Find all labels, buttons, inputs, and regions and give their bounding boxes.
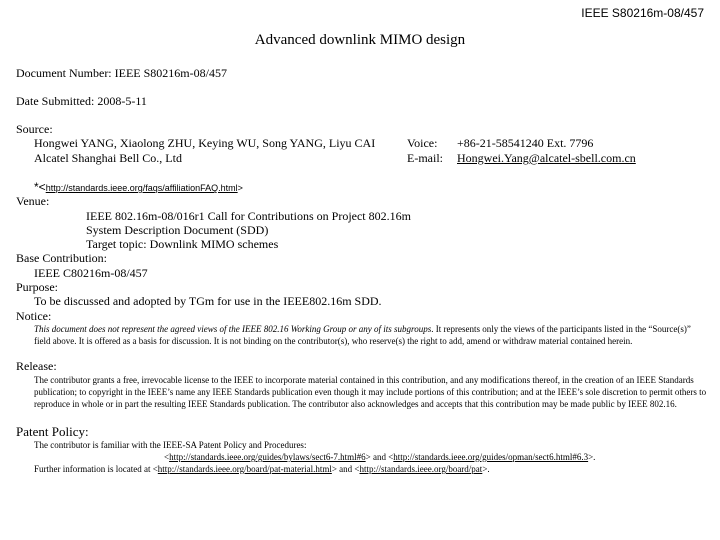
venue-label: Venue: (16, 194, 50, 208)
patent-line-3 (34, 463, 708, 475)
purpose-value: To be discussed and adopted by TGm for use in the IEEE802.16m SDD. (34, 294, 382, 308)
patent-end-1: >. (588, 452, 596, 462)
venue-line-2: System Description Document (SDD) (86, 223, 269, 237)
pat-link[interactable]: http://standards.ieee.org/board/pat (359, 464, 483, 474)
pat-material-link[interactable]: http://standards.ieee.org/board/pat-material.html (157, 464, 332, 474)
notice-label: Notice: (16, 309, 52, 323)
document-number: Document Number: IEEE S80216m-08/457 (16, 66, 227, 80)
patent-line-2: <http://standards.ieee.org/guides/bylaws/sect6-7.html#6> and <http://standards.ieee.org/guides/opman/sect6.html#6.3>. (164, 452, 596, 462)
opman-link[interactable]: http://standards.ieee.org/guides/opman/sect6.html#6.3 (393, 452, 589, 462)
bylaws-link[interactable]: http://standards.ieee.org/guides/bylaws/sect6-7.html#6 (169, 452, 366, 462)
source-org: Alcatel Shanghai Bell Co., Ltd (34, 151, 182, 165)
patent-line-3-prefix: Further information is located at < (34, 464, 158, 474)
email-label: E-mail: (407, 151, 443, 165)
notice-italic: This document does not represent the agreed views of the IEEE 802.16 Working Group or any of its subgroups (34, 324, 432, 334)
venue-line-3: Target topic: Downlink MIMO schemes (86, 237, 279, 251)
patent-label: Patent Policy: (16, 424, 89, 439)
source-label: Source: (16, 122, 53, 136)
release-label: Release: (16, 359, 57, 373)
affiliation-link[interactable]: http://standards.ieee.org/faqs/affiliationFAQ.html (45, 183, 238, 193)
patent-text (34, 439, 708, 475)
email-link[interactable]: Hongwei.Yang@alcatel-sbell.com.cn (457, 151, 636, 165)
notice-text (34, 323, 706, 347)
notice-body: . It represents only the views of the participants listed in the “Source(s)” field above. It is offered as a basis for discussion. It is not binding on the contributor(s), who reserve(s) the right to add, amend or withdraw material contained herein. (34, 324, 691, 346)
patent-mid-2: > and < (331, 464, 360, 474)
voice-number: +86-21-58541240 Ext. 7796 (457, 136, 594, 150)
affiliation-prefix: *< (34, 180, 46, 194)
page-title: Advanced downlink MIMO design (254, 32, 466, 48)
release-text: The contributor grants a free, irrevocable license to the IEEE to incorporate material contained in this contribution, and any modifications thereof, in the creation of an IEEE Standards publication; to copyright in the IEEE’s name any IEEE Standards publication even though it may include portions of this contribution; and at the IEEE’s sole discretion to permit others to reproduce in whole or in part the resulting IEEE Standards publication. The contributor also acknowledges and accepts that this contribution may be made public by IEEE 802.16. (34, 375, 707, 409)
source-authors: Hongwei YANG, Xiaolong ZHU, Keying WU, Song YANG, Liyu CAI (34, 136, 376, 150)
patent-line-1-prefix: The contributor is familiar with the IEEE-SA Patent Policy and Procedures: (34, 440, 307, 450)
date-submitted: Date Submitted: 2008-5-11 (16, 94, 147, 108)
affiliation-note (34, 180, 243, 194)
patent-line-1 (34, 439, 708, 451)
base-contribution-value: IEEE C80216m-08/457 (34, 266, 148, 280)
patent-mid-1: > and < (365, 452, 394, 462)
venue-line-1: IEEE 802.16m-08/016r1 Call for Contributions on Project 802.16m (86, 209, 411, 223)
purpose-label: Purpose: (16, 280, 58, 294)
voice-label: Voice: (407, 136, 438, 150)
patent-end-2: >. (482, 464, 490, 474)
affiliation-suffix: > (237, 183, 243, 193)
base-contribution-label: Base Contribution: (16, 251, 107, 265)
header-doc-id: IEEE S80216m-08/457 (581, 6, 704, 20)
